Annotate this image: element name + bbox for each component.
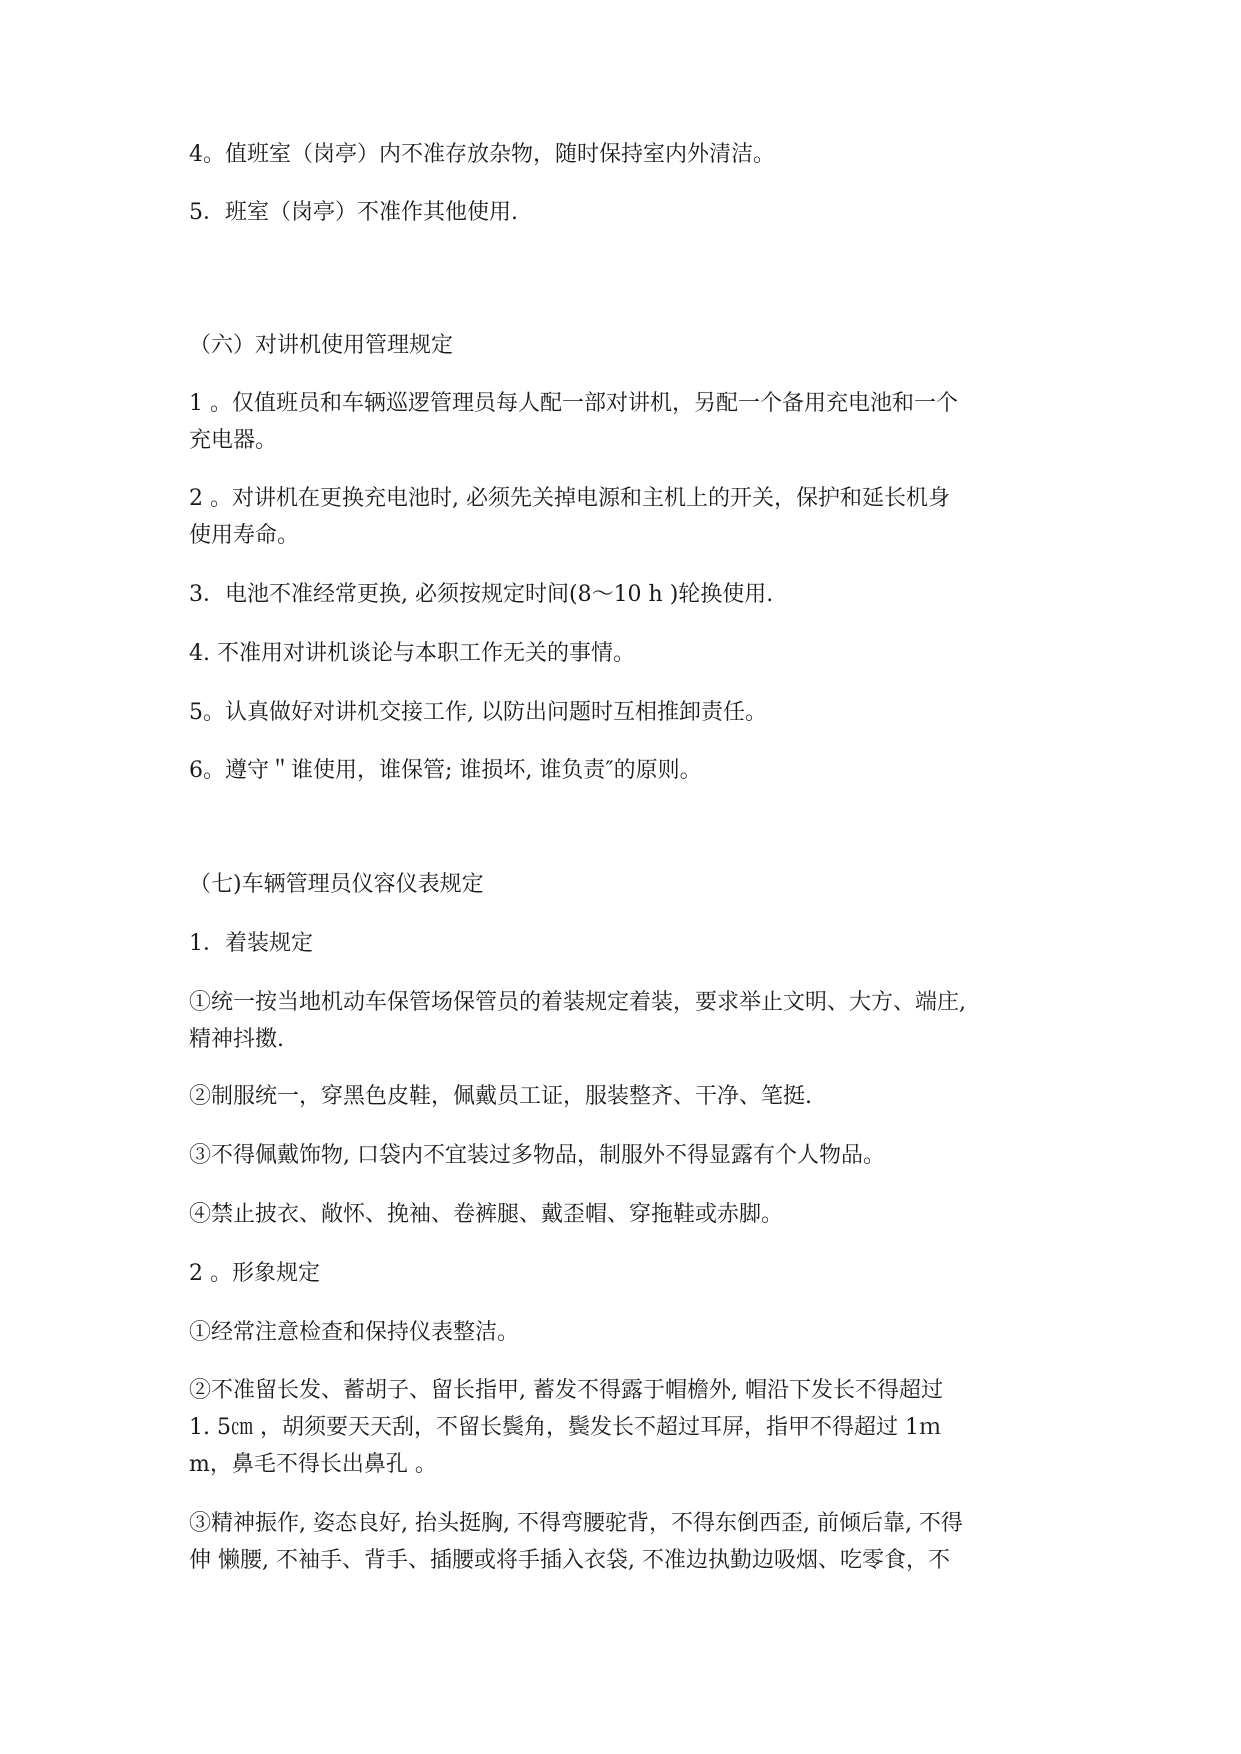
paragraph [189,194,1055,231]
text-line: 伸 懒腰, 不袖手、背手、插腰或将手插入衣袋, 不准边执勤边吸烟、吃零食，不 [189,1548,950,1573]
paragraph [189,1505,1055,1579]
text-line: （七)车辆管理员仪容仪表规定 [189,872,484,897]
paragraph [189,694,1055,731]
text-line: 2 。形象规定 [189,1261,320,1286]
text-line: 使用寿命。 [189,523,300,548]
paragraph [189,1196,1055,1233]
paragraph [189,925,1055,962]
text-line: ②不准留长发、蓄胡子、留长指甲, 蓄发不得露于帽檐外, 帽沿下发长不得超过 [189,1378,943,1403]
paragraph [189,635,1055,672]
text-line: 6。遵守＂谁使用，谁保管; 谁损坏, 谁负责″的原则。 [189,758,702,783]
paragraph [189,984,1055,1058]
text-line: 4. 不准用对讲机谈论与本职工作无关的事情。 [189,641,635,666]
text-line: 1. 5㎝ ，胡须要天天刮，不留长鬓角，鬓发长不超过耳屏，指甲不得超过 1ｍ [189,1415,941,1440]
paragraph [189,576,1055,613]
section-heading [189,866,1055,903]
text-line: （六）对讲机使用管理规定 [189,333,454,358]
text-line: 2 。对讲机在更换充电池时, 必须先关掉电源和主机上的开关，保护和延长机身 [189,486,950,511]
text-line: 1 。仅值班员和车辆巡逻管理员每人配一部对讲机，另配一个备用充电池和一个 [189,391,958,416]
paragraph [189,1255,1055,1292]
text-line: 5．班室（岗亭）不准作其他使用. [189,200,518,225]
paragraph [189,385,1055,459]
paragraph [189,1314,1055,1351]
paragraph [189,1078,1055,1115]
text-line: 4。值班室（岗亭）内不准存放杂物，随时保持室内外清洁。 [189,142,775,167]
paragraph [189,1372,1055,1483]
text-line: 精神抖擞. [189,1027,284,1052]
text-line: m，鼻毛不得长出鼻孔 。 [189,1452,437,1477]
text-line: 5。认真做好对讲机交接工作, 以防出问题时互相推卸责任。 [189,700,767,725]
text-line: ④禁止披衣、敞怀、挽袖、卷裤腿、戴歪帽、穿拖鞋或赤脚。 [189,1202,784,1227]
paragraph [189,480,1055,554]
text-line: ①经常注意检查和保持仪表整洁。 [189,1320,520,1345]
text-line: ③精神振作, 姿态良好, 抬头挺胸, 不得弯腰驼背，不得东倒西歪, 前倾后靠, 不得 [189,1511,963,1536]
paragraph [189,136,1055,173]
paragraph [189,752,1055,789]
text-line: 3．电池不准经常更换, 必须按规定时间(8～10 h )轮换使用. [189,582,774,607]
text-line: ②制服统一，穿黑色皮鞋，佩戴员工证，服装整齐、干净、笔挺. [189,1084,812,1109]
section-heading [189,327,1055,364]
paragraph [189,1137,1055,1174]
text-line: 充电器。 [189,428,278,453]
text-line: 1．着装规定 [189,931,313,956]
text-line: ③不得佩戴饰物, 口袋内不宜装过多物品，制服外不得显露有个人物品。 [189,1143,885,1168]
text-line: ①统一按当地机动车保管场保管员的着装规定着装，要求举止文明、大方、端庄, [189,990,966,1015]
